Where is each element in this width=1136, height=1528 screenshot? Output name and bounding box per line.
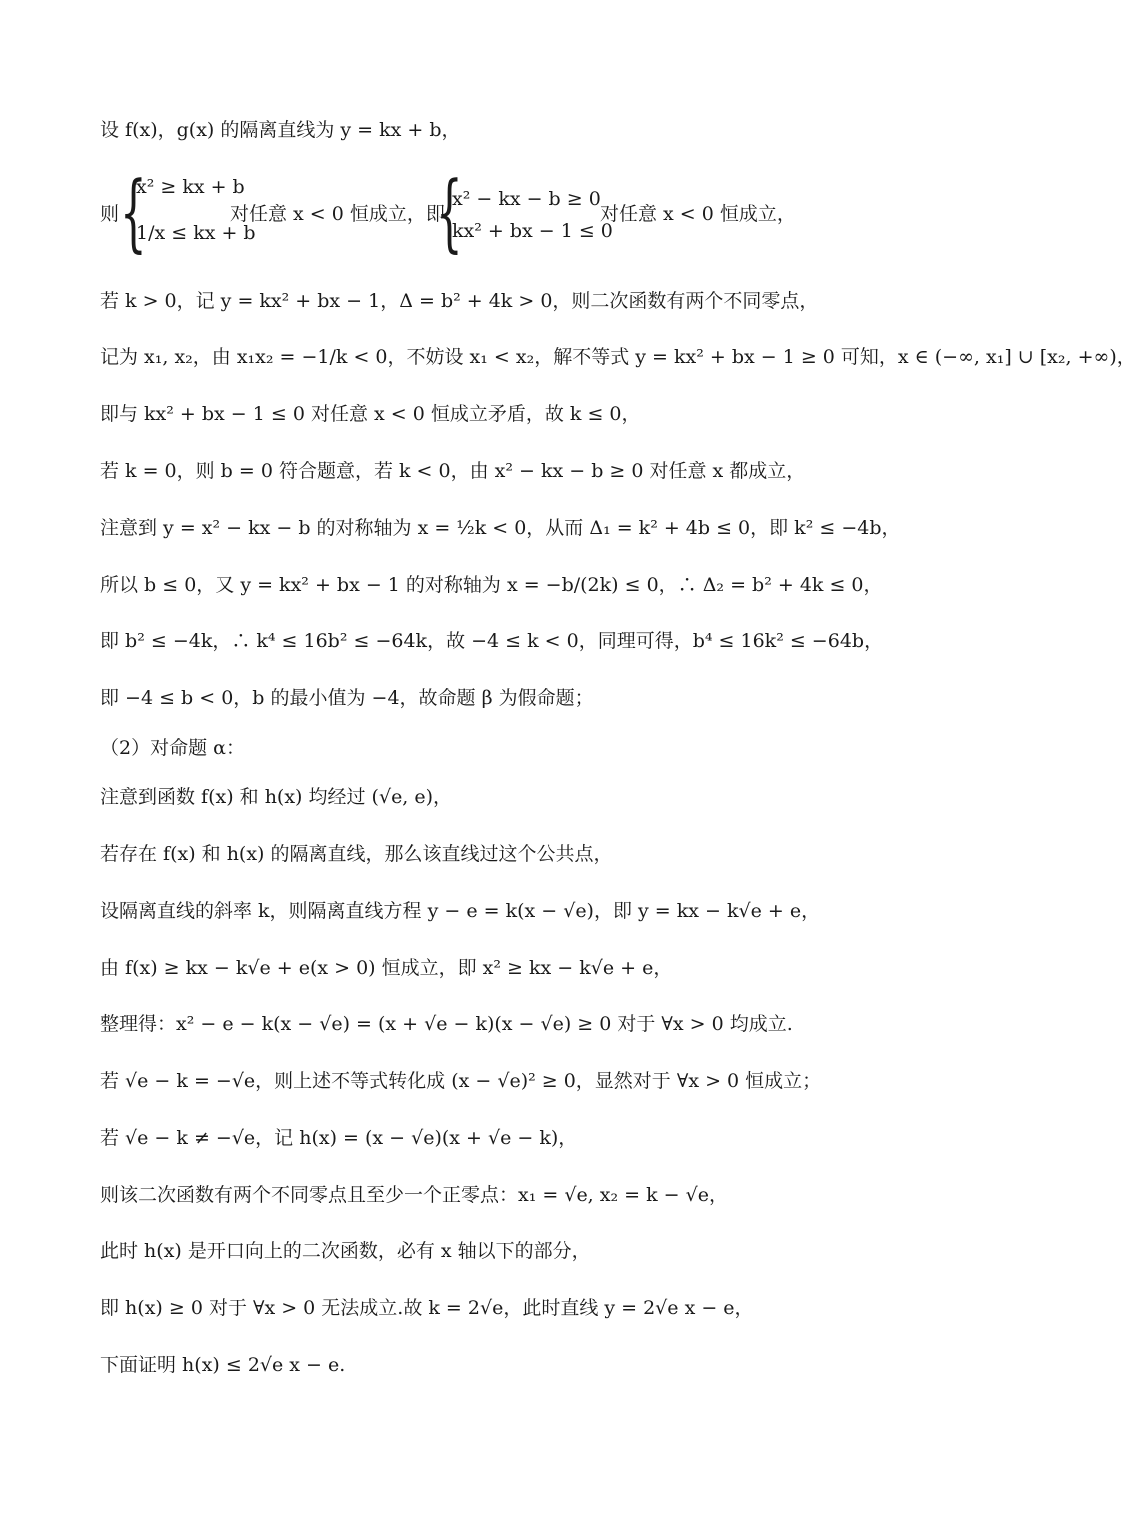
text-line-17: 若 √e − k ≠ −√e，记 h(x) = (x − √e)(x + √e − k)，: [100, 1127, 578, 1149]
text-line-7: 所以 b ≤ 0，又 y = kx² + bx − 1 的对称轴为 x = −b/(2k) ≤ 0，∴ Δ₂ = b² + 4k ≤ 0，: [100, 574, 883, 596]
text-line-6: 注意到 y = x² − kx − b 的对称轴为 x = ½k < 0，从而 Δ₁ = k² + 4b ≤ 0，即 k² ≤ −4b，: [100, 517, 901, 539]
text-line-18: 则该二次函数有两个不同零点且至少一个正零点：x₁ = √e, x₂ = k − √e，: [100, 1184, 728, 1206]
system-row-4: kx² + bx − 1 ≤ 0: [452, 220, 613, 242]
text-line-1: 设 f(x)，g(x) 的隔离直线为 y = kx + b，: [100, 119, 461, 141]
text-line-15: 整理得：x² − e − k(x − √e) = (x + √e − k)(x − √e) ≥ 0 对于 ∀x > 0 均成立.: [100, 1013, 793, 1035]
system-row-3: x² − kx − b ≥ 0: [452, 188, 601, 210]
text-line-16: 若 √e − k = −√e，则上述不等式转化成 (x − √e)² ≥ 0，显然对于 ∀x > 0 恒成立；: [100, 1070, 822, 1092]
system-prefix: 则: [100, 203, 120, 225]
section-heading: （2）对命题 α：: [100, 737, 245, 759]
text-line-4: 即与 kx² + bx − 1 ≤ 0 对任意 x < 0 恒成立矛盾，故 k ≤ 0，: [100, 403, 641, 425]
system-suffix: 对任意 x < 0 恒成立，: [600, 203, 796, 225]
system-middle-text: 对任意 x < 0 恒成立，即: [230, 203, 445, 225]
left-brace-2: {: [436, 163, 463, 261]
text-line-20: 即 h(x) ≥ 0 对于 ∀x > 0 无法成立.故 k = 2√e，此时直线 y = 2√e x − e，: [100, 1297, 754, 1319]
inequality-system: [100, 163, 980, 262]
text-line-12: 若存在 f(x) 和 h(x) 的隔离直线，那么该直线过这个公共点，: [100, 843, 613, 865]
text-line-13: 设隔离直线的斜率 k，则隔离直线方程 y − e = k(x − √e)，即 y = kx − k√e + e，: [100, 900, 821, 922]
text-line-8: 即 b² ≤ −4k，∴ k⁴ ≤ 16b² ≤ −64k，故 −4 ≤ k < 0，同理可得，b⁴ ≤ 16k² ≤ −64b，: [100, 630, 884, 652]
text-line-21: 下面证明 h(x) ≤ 2√e x − e.: [100, 1354, 346, 1376]
system-row-2: 1/x ≤ kx + b: [136, 222, 256, 244]
text-line-11: 注意到函数 f(x) 和 h(x) 均经过 (√e, e)，: [100, 786, 453, 808]
text-line-19: 此时 h(x) 是开口向上的二次函数，必有 x 轴以下的部分，: [100, 1240, 591, 1262]
text-line-3: 记为 x₁, x₂，由 x₁x₂ = −1/k < 0，不妨设 x₁ < x₂，解不等式 y = kx² + bx − 1 ≥ 0 可知，x ∈ (−∞, x₁] ∪ [x₂, +∞)，: [100, 346, 1136, 368]
text-line-2: 若 k > 0，记 y = kx² + bx − 1，Δ = b² + 4k > 0，则二次函数有两个不同零点，: [100, 290, 819, 312]
text-line-14: 由 f(x) ≥ kx − k√e + e(x > 0) 恒成立，即 x² ≥ kx − k√e + e，: [100, 957, 673, 979]
system-row-1: x² ≥ kx + b: [136, 176, 245, 198]
left-brace-1: {: [120, 163, 147, 261]
text-line-5: 若 k = 0，则 b = 0 符合题意，若 k < 0，由 x² − kx − b ≥ 0 对任意 x 都成立，: [100, 460, 806, 482]
text-line-9: 即 −4 ≤ b < 0，b 的最小值为 −4，故命题 β 为假命题；: [100, 687, 594, 709]
